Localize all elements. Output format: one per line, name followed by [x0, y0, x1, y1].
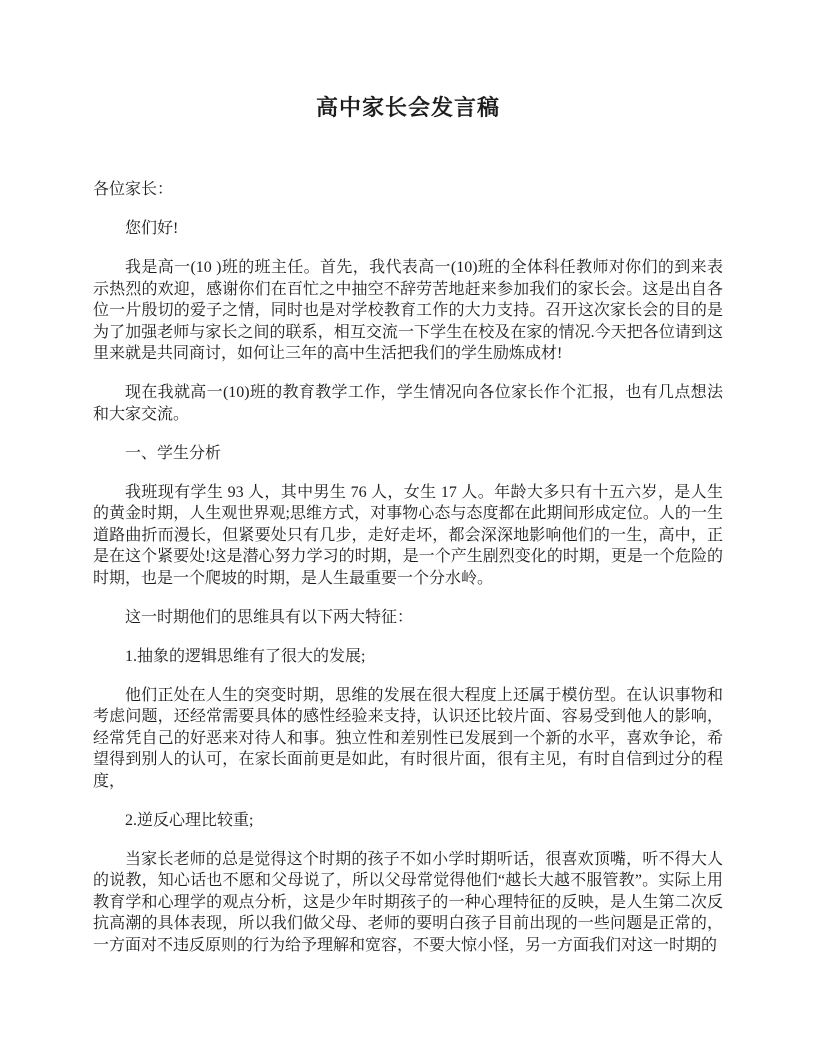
- paragraph: 当家长老师的总是觉得这个时期的孩子不如小学时期听话，很喜欢顶嘴，听不得大人的说教，知心话也不愿和父母说了，所以父母常觉得他们“越长大越不服管教”。实际上用教育学和心理学的观点分析，这是少年时期孩子的一种心理特征的反映，是人生第二次反抗高潮的具体表现，所以我们做父母、老师的要明白孩子目前出现的一些问题是正常的，一方面对不违反原则的行为给予理解和宽容，不要大惊小怪，另一方面我们对这一时期的: [93, 850, 723, 954]
- paragraph: 现在我就高一(10)班的教育教学工作，学生情况向各位家长作个汇报，也有几点想法和大家交流。: [93, 384, 723, 423]
- paragraph: 1.抽象的逻辑思维有了很大的发展;: [125, 647, 366, 665]
- paragraph: 我班现有学生 93 人，其中男生 76 人，女生 17 人。年龄大多只有十五六岁，是人生的黄金时期，人生观世界观;思维方式，对事物心态与态度都在此期间形成定位。人的一生道路曲折而漫长，但紧要处只有几步，走好走坏，都会深深地影响他们的一生，高中，正是在这个紧要处!这是潜心努力学习的时期，是一个产生剧烈变化的时期，更是一个危险的时期，也是一个爬坡的时期，是人生最重要一个分水岭。: [93, 483, 723, 587]
- paragraph: 2.逆反心理比较重;: [125, 811, 254, 829]
- paragraph: 一、学生分析: [125, 444, 222, 462]
- paragraph: 这一时期他们的思维具有以下两大特征：: [125, 608, 414, 626]
- document-body: [93, 179, 723, 956]
- paragraph: 我是高一(10 )班的班主任。首先，我代表高一(10)班的全体科任教师对你们的到来表示热烈的欢迎，感谢你们在百忙之中抽空不辞劳苦地赶来参加我们的家长会。这是出自各位一片殷切的爱子之情，同时也是对学校教育工作的大力支持。召开这次家长会的目的是为了加强老师与家长之间的联系，相互交流一下学生在校及在家的情况.今天把各位请到这里来就是共同商讨，如何让三年的高中生活把我们的学生励炼成材!: [93, 259, 723, 362]
- paragraph: 他们正处在人生的突变时期，思维的发展在很大程度上还属于模仿型。在认识事物和考虑问题，还经常需要具体的感性经验来支持，认识还比较片面、容易受到他人的影响，经常凭自己的好恶来对待人和事。独立性和差别性已发展到一个新的水平，喜欢争论，希望得到别人的认可，在家长面前更是如此，有时很片面，很有主见，有时自信到过分的程度，: [93, 686, 723, 790]
- paragraph: 您们好!: [125, 220, 179, 237]
- paragraph: 各位家长：: [93, 181, 174, 198]
- document-title: 高中家长会发言稿: [315, 95, 500, 120]
